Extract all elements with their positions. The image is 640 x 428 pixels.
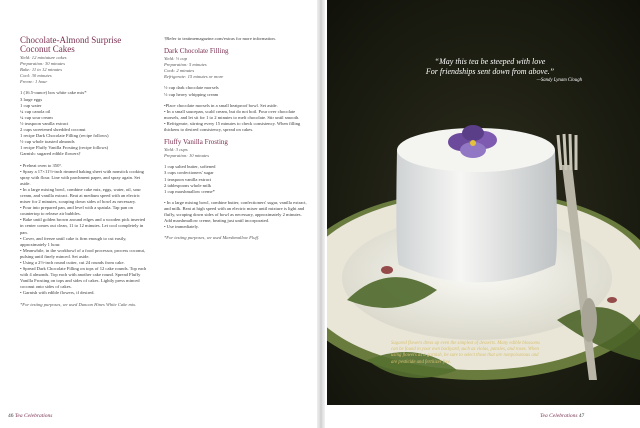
meta-line: Refrigerate: 15 minutes or more [164, 74, 224, 80]
ingredient-list [20, 90, 148, 157]
reference-note: †Refer to teatimemagazine.com/extras for more information. [164, 36, 276, 41]
footnote: *For testing purposes, we used Duncan Hines White Cake mix. [20, 301, 137, 307]
filling-title: Dark Chocolate Filling [164, 47, 229, 56]
frosting-ingredients [164, 164, 309, 194]
ingredient: Garnish: sugared edible flowers† [20, 151, 81, 157]
right-column [164, 36, 309, 241]
photo-caption: Sugared flowers dress up even the simplest of desserts. Many edible blossoms can be found in your own backyard, such as violas, pansies, and roses. When using flowers as a garnish, be sure to select those that are nonpoisonous and are pesticide and fertilizer free. [391, 341, 540, 365]
meta-line: Cook: 2 minutes [164, 68, 195, 74]
meta-line: Preparation: 10 minutes [164, 153, 209, 159]
running-title: Tea Celebrations [540, 413, 578, 419]
page-number: 46 [8, 413, 14, 419]
meta-line: Cool: 30 minutes [20, 73, 52, 79]
meta-line: Freeze: 1 hour [20, 79, 48, 85]
right-footer [540, 413, 584, 419]
step: • In a large mixing bowl, combine butter, confectioners' sugar, vanilla extract, and milk. Beat at high speed with an electric mixer until mixture is light and fluffy, scraping down sides of bowl as necessary, approximately 2 minutes. Add marshmallow creme, beating just until incorporated. [164, 199, 307, 224]
step: • In a small saucepan, scald cream, but do not boil. Pour over chocolate morsels, and let sit for 1 to 2 minutes to melt chocolate. Stir until smooth. [164, 108, 300, 120]
frosting-meta [164, 147, 309, 159]
ingredient: 1 recipe Dark Chocolate Filling (recipe follows) [20, 133, 109, 139]
step: • Use immediately. [164, 224, 199, 230]
step-list [20, 163, 148, 297]
ingredient: 1 teaspoon vanilla extract [164, 176, 212, 182]
ingredient: ¼ cup sour cream [20, 114, 53, 120]
frosting-steps [164, 200, 309, 230]
step: • Refrigerate, stirring every 15 minutes to check consistency. When filling thickens to desired consistency, spread on cakes. [164, 120, 301, 133]
step: • Preheat oven to 350°. [20, 162, 63, 168]
quote-author: —Sandy Lynam Clough [536, 78, 582, 83]
meta-line: Yield: 12 miniature cakes [20, 55, 67, 60]
ingredient: 1 cup marshmallow creme* [164, 188, 215, 194]
step: • Pour into prepared pan, and level with a spatula. Tap pan on countertop to release air bubbles. [20, 205, 133, 217]
step: • Garnish with edible flowers, if desired. [20, 290, 95, 296]
step: • Spray a 17×11½-inch rimmed baking sheet with nonstick cooking spray with flour. Line with parchment paper, and spray again. Set aside. [20, 168, 144, 186]
step: • Bake until golden brown around edges and a wooden pick inserted in center comes out clean, 11 to 12 minutes. Let cool completely in pan. [20, 217, 146, 235]
step: • Meanwhile, in the workbowl of a food processor, process coconut, pulsing until finely minced. Set aside. [20, 247, 146, 259]
filling-steps [164, 103, 309, 133]
ingredient: ⅓ cup heavy whipping cream [164, 91, 219, 97]
step: • In a large mixing bowl, combine cake mix, eggs, water, oil, sour cream, and vanilla extract. Beat at medium speed with an electric mixer for 2 minutes, scraping down sides of bowl as necessary. [20, 186, 141, 205]
ingredient: ¼ cup canola oil [20, 108, 51, 114]
filling-ingredients [164, 85, 309, 97]
ingredient: 2 cups sweetened shredded coconut [20, 127, 86, 133]
quote-line: For friendships sent down from above.” [425, 67, 555, 76]
step: • Cover, and freeze until cake is firm enough to cut easily, approximately 1 hour. [20, 235, 127, 247]
meta-line: Yield: ½ cup [164, 56, 188, 62]
recipe-meta [20, 55, 148, 85]
ingredient: ½ teaspoon vanilla extract [20, 120, 69, 126]
page-number: 47 [578, 413, 585, 419]
ingredient: 3 cups confectioners' sugar [164, 170, 214, 176]
ingredient: 3 large eggs [20, 96, 43, 102]
ingredient: 1 (16.5-ounce) box white cake mix* [20, 90, 87, 96]
ingredient: 1 cup salted butter, softened [164, 164, 216, 170]
page-gutter [317, 0, 325, 428]
meta-line: Yield: 3 cups [164, 147, 188, 153]
frosting-footnote: *For testing purposes, we used Marshmallow Fluff. [164, 235, 260, 241]
step: •Place chocolate morsels in a small heatproof bowl. Set aside. [164, 102, 278, 108]
meta-line: Preparation: 30 minutes [20, 61, 65, 67]
ingredient: 1 cup water [20, 102, 42, 108]
ingredient: 2 tablespoons whole milk [164, 182, 212, 188]
quote-block [390, 57, 590, 84]
step: • Spread Dark Chocolate Filling on tops of 12 cake rounds. Top each with 4 almonds. Top each with another cake round. Spread Fluffy Vanilla Frosting on tops and sides of cakes. Lightly press minced coconut onto sides of cakes. [20, 266, 147, 290]
frosting-title: Fluffy Vanilla Frosting [164, 138, 228, 147]
filling-meta [164, 56, 309, 80]
running-title: Tea Celebrations [14, 413, 53, 419]
left-column [20, 36, 148, 308]
meta-line: Bake: 11 to 12 minutes [20, 67, 63, 73]
meta-line: Preparation: 5 minutes [164, 62, 207, 68]
ingredient: ½ cup dark chocolate morsels [164, 85, 219, 91]
step: • Using a 2½-inch round cutter, cut 24 rounds from cake. [20, 260, 125, 265]
recipe-title: Chocolate-Almond Surprise Coconut Cakes [20, 35, 122, 54]
ingredient: 1 recipe Fluffy Vanilla Frosting (recipe follows) [20, 145, 109, 151]
left-footer [8, 413, 52, 419]
ingredient: ½ cup whole toasted almonds [20, 139, 75, 145]
quote-line: “May this tea be steeped with love [434, 57, 546, 66]
